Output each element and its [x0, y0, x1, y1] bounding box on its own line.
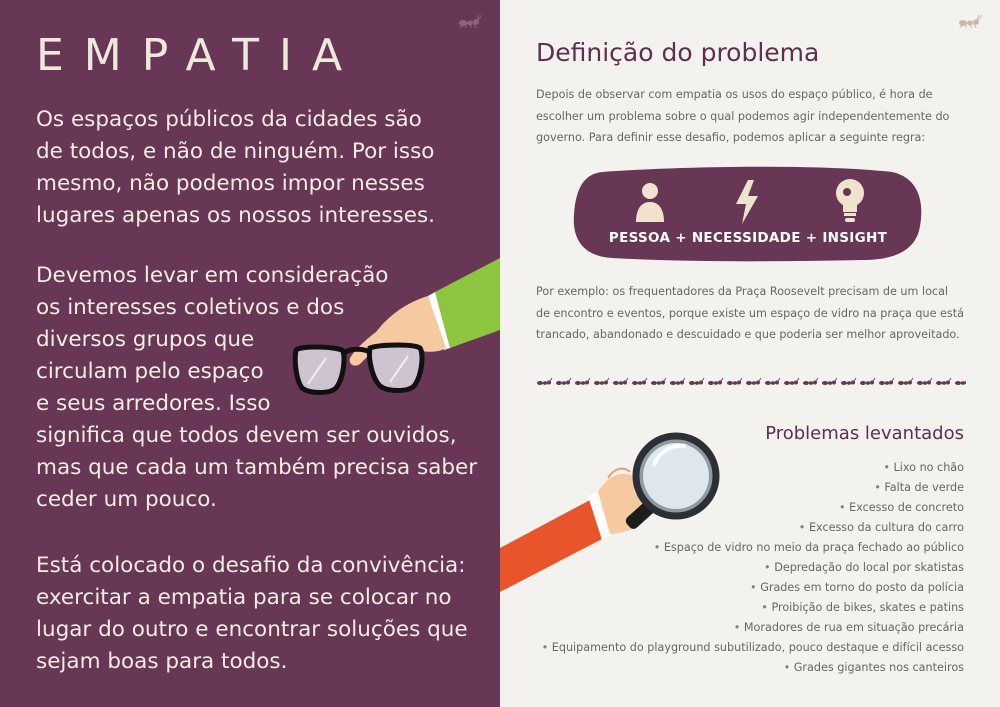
paragraph-intro: [36, 104, 435, 232]
list-item: • Falta de verde: [542, 478, 964, 498]
text-line: mesmo, não podemos impor nesses: [36, 171, 425, 196]
text-line: lugar do outro e encontrar soluções que: [36, 617, 468, 642]
list-item: • Espaço de vidro no meio da praça fechado ao público: [542, 538, 964, 558]
example-paragraph: [536, 281, 964, 346]
text-line: e seus arredores. Isso: [36, 391, 271, 416]
text-line: significa que todos devem ser ouvidos,: [36, 423, 457, 448]
person-icon: [634, 180, 666, 222]
text-line: Depois de observar com empatia os usos do espaço público, é hora de: [536, 88, 933, 101]
ant-icon: [958, 14, 984, 28]
text-line: os interesses coletivos e dos: [36, 295, 345, 320]
paragraph-challenge: [36, 550, 468, 678]
list-item: • Lixo no chão: [542, 458, 964, 478]
text-line: Devemos levar em consideração: [36, 263, 389, 288]
hand-holding-magnifier-illustration: [500, 430, 740, 595]
ant-icon: [458, 14, 484, 28]
intro-paragraph: [536, 84, 949, 149]
lightning-icon: [734, 180, 760, 224]
text-line: Está colocado o desafio da convivência:: [36, 553, 466, 578]
text-line: governo. Para definir esse desafio, podemos aplicar a seguinte regra:: [536, 131, 926, 144]
list-item: • Grades em torno do posto da polícia: [542, 578, 964, 598]
text-line: de encontro e eventos, porque existe um espaço de vidro na praça que está: [536, 306, 964, 320]
text-line: diversos grupos que: [36, 327, 255, 352]
list-item: • Excesso de concreto: [542, 498, 964, 518]
text-line: mas que cada um também precisa saber: [36, 455, 478, 480]
text-line: Por exemplo: os frequentadores da Praça Roosevelt precisam de um local: [536, 285, 949, 298]
text-line: Os espaços públicos da cidades são: [36, 107, 422, 132]
list-item: • Depredação do local por skatistas: [542, 558, 964, 578]
ant-trail-divider: [536, 376, 966, 388]
right-page: [500, 0, 1000, 707]
list-item: • Proibição de bikes, skates e patins: [542, 598, 964, 618]
section-title: Definição do problema: [536, 38, 820, 67]
problems-title: Problemas levantados: [765, 423, 964, 444]
text-line: trancado, abandonado e descuidado e que poderia ser melhor aproveitado.: [536, 328, 960, 341]
text-line: lugares apenas os nossos interesses.: [36, 203, 436, 228]
list-item: • Excesso da cultura do carro: [542, 518, 964, 538]
formula-text: PESSOA + NECESSIDADE + INSIGHT: [608, 230, 888, 246]
text-line: escolher um problema sobre o qual podemos agir independentemente do: [536, 109, 950, 123]
list-item: • Grades gigantes nos canteiros: [542, 658, 964, 678]
list-item: • Moradores de rua em situação precária: [542, 618, 964, 638]
text-line: circulam pelo espaço: [36, 359, 264, 384]
text-line: sejam boas para todos.: [36, 649, 288, 674]
hand-holding-glasses-illustration: [290, 250, 500, 400]
list-item: • Equipamento do playground subutilizado, pouco destaque e difícil acesso: [542, 638, 964, 658]
text-line: de todos, e não de ninguém. Por isso: [36, 139, 435, 164]
text-line: exercitar a empatia para se colocar no: [36, 585, 452, 610]
lightbulb-icon: [834, 178, 866, 224]
page-title-empatia: EMPATIA: [36, 30, 363, 81]
text-line: ceder um pouco.: [36, 487, 217, 512]
